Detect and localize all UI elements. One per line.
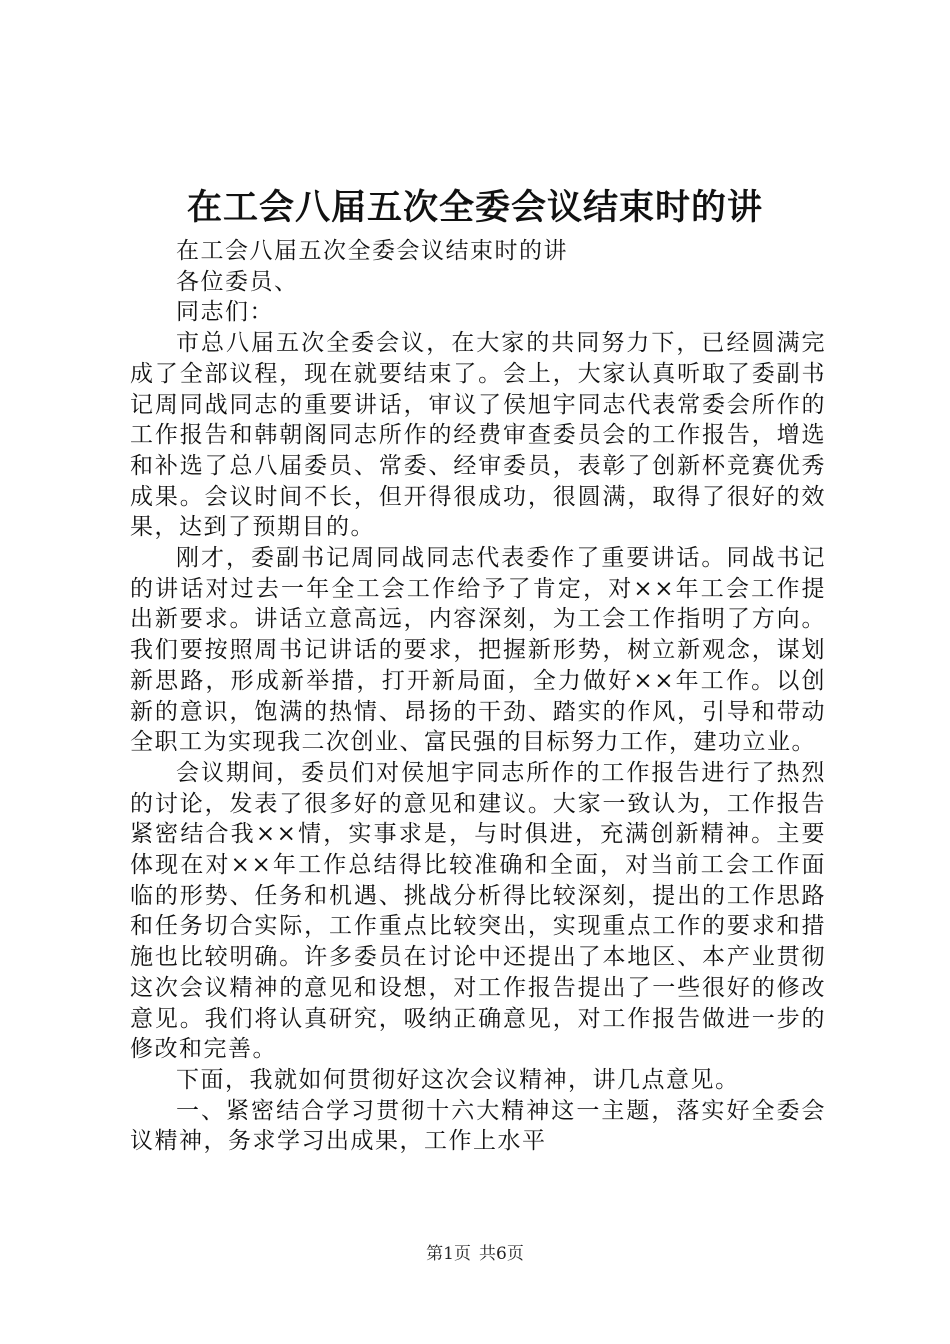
salutation-line-2: 同志们： (176, 299, 274, 326)
page-total: 共6页 (479, 1244, 524, 1264)
section-heading-paragraph: 一、紧密结合学习贯彻十六大精神这一主题，落实好全委会议精神，务求学习出成果，工作上水平 (130, 1097, 826, 1155)
document-body (130, 236, 826, 1157)
page-number: 第1页 (426, 1244, 471, 1264)
subtitle-paragraph: 在工会八届五次全委会议结束时的讲 (176, 238, 568, 264)
salutation-line-1: 各位委员、 (176, 268, 299, 295)
document-title: 在工会八届五次全委会议结束时的讲 (186, 187, 763, 228)
body-paragraph: 市总八届五次全委会议，在大家的共同努力下，已经圆满完成了全部议程，现在就要结束了。会上，大家认真听取了委副书记周同战同志的重要讲话，审议了侯旭宇同志代表常委会所作的工作报告和韩朝阁同志所作的经费审查委员会的工作报告，增选和补选了总八届委员、常委、经审委员，表彰了创新杯竞赛优秀成果。会议时间不长，但开得很成功，很圆满，取得了很好的效果，达到了预期目的。 (130, 330, 826, 541)
body-paragraph: 下面，我就如何贯彻好这次会议精神，讲几点意见。 (176, 1066, 740, 1093)
page-footer (0, 1242, 950, 1266)
body-paragraph: 会议期间，委员们对侯旭宇同志所作的工作报告进行了热烈的讨论，发表了很多好的意见和建议。大家一致认为，工作报告紧密结合我××情，实事求是，与时俱进，充满创新精神。主要体现在对××年工作总结得比较准确和全面，对当前工会工作面临的形势、任务和机遇、挑战分析得比较深刻，提出的工作思路和任务切合实际，工作重点比较突出，实现重点工作的要求和措施也比较明确。许多委员在讨论中还提出了本地区、本产业贯彻这次会议精神的意见和设想，对工作报告提出了一些很好的修改意见。我们将认真研究，吸纳正确意见，对工作报告做进一步的修改和完善。 (130, 759, 826, 1063)
body-paragraph: 刚才，委副书记周同战同志代表委作了重要讲话。同战书记的讲话对过去一年全工会工作给予了肯定，对××年工会工作提出新要求。讲话立意高远，内容深刻，为工会工作指明了方向。我们要按照周书记讲话的要求，把握新形势，树立新观念，谋划新思路，形成新举措，打开新局面，全力做好××年工作。以创新的意识，饱满的热情、昂扬的干劲、踏实的作风，引导和带动全职工为实现我二次创业、富民强的目标努力工作，建功立业。 (130, 545, 826, 756)
